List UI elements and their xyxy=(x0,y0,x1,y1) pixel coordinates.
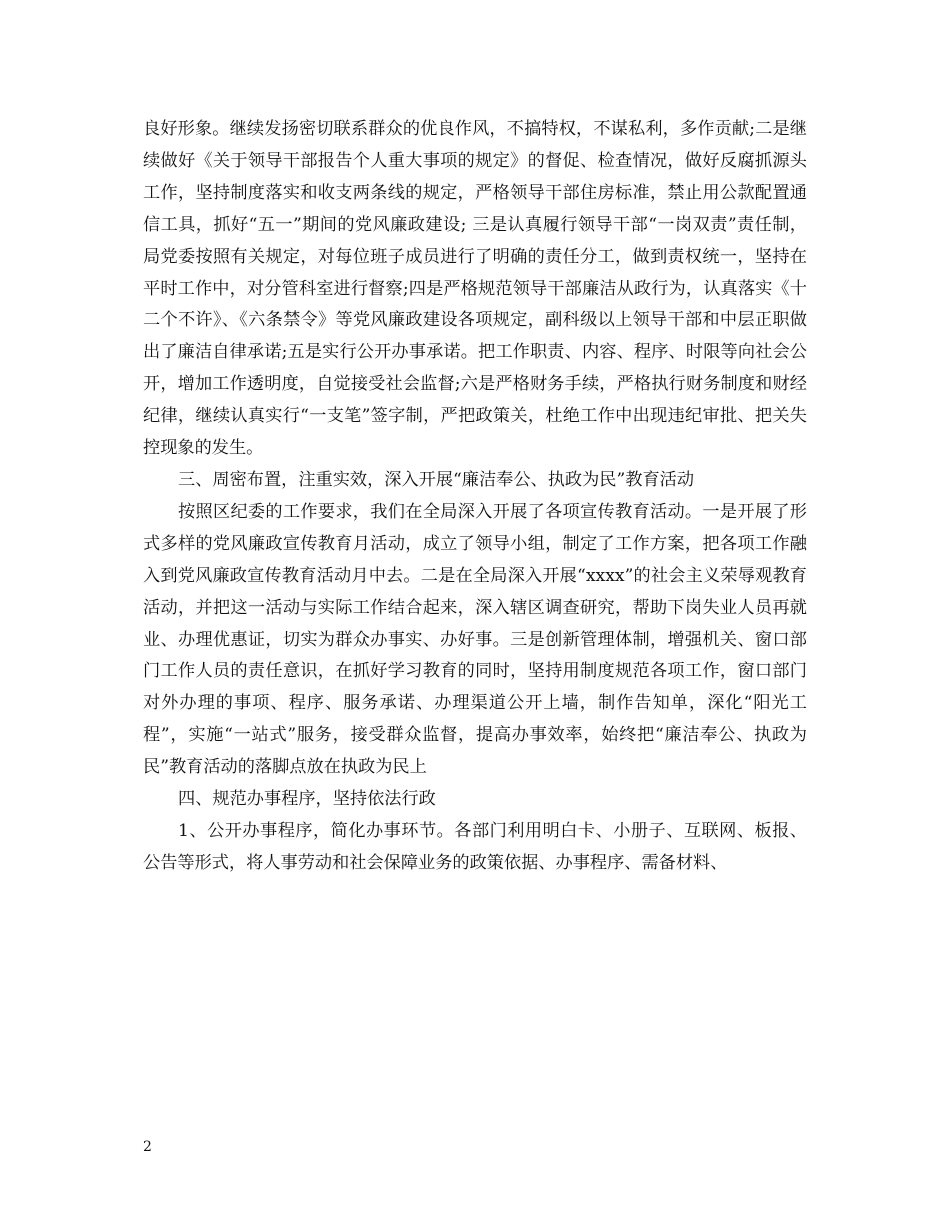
document-body xyxy=(143,114,807,880)
section-heading-3: 三、周密布置，注重实效，深入开展“廉洁奉公、执政为民”教育活动 xyxy=(178,469,695,490)
page-number: 2 xyxy=(143,1139,152,1155)
paragraph-continued: 良好形象。继续发扬密切联系群众的优良作风，不搞特权，不谋私利，多作贡献;二是继续做好《关于领导干部报告个人重大事项的规定》的督促、检查情况，做好反腐抓源头工作，坚持制度落实和收支两条线的规定，严格领导干部住房标准，禁止用公款配置通信工具，抓好“五一”期间的党风廉政建设; 三是认真履行领导干部“一岗双责”责任制，局党委按照有关规定，对每位班子成员进行了明确的责任分工，做到责权统一，坚持在平时工作中，对分管科室进行督察;四是严格规范领导干部廉洁从政行为，认真落实《十二个不许》、《六条禁令》等党风廉政建设各项规定，副科级以上领导干部和中层正职做出了廉洁自律承诺;五是实行公开办事承诺。把工作职责、内容、程序、时限等向社会公开，增加工作透明度，自觉接受社会监督;六是严格财务手续，严格执行财务制度和财经纪律，继续认真实行“一支笔”签字制，严把政策关，杜绝工作中出现违纪审批、把关失控现象的发生。 xyxy=(143,119,807,459)
paragraph-open-procedures: 1、公开办事程序，简化办事环节。各部门利用明白卡、小册子、互联网、板报、公告等形式，将人事劳动和社会保障业务的政策依据、办事程序、需备材料、 xyxy=(143,820,807,873)
paragraph-education-activities: 按照区纪委的工作要求，我们在全局深入开展了各项宣传教育活动。一是开展了形式多样的党风廉政宣传教育月活动，成立了领导小组，制定了工作方案，把各项工作融入到党风廉政宣传教育活动月中去。二是在全局深入开展“xxxx”的社会主义荣辱观教育活动，并把这一活动与实际工作结合起来，深入辖区调查研究，帮助下岗失业人员再就业、办理优惠证，切实为群众办事实、办好事。三是创新管理体制，增强机关、窗口部门工作人员的责任意识，在抓好学习教育的同时，坚持用制度规范各项工作，窗口部门对外办理的事项、程序、服务承诺、办理渠道公开上墙，制作告知单，深化“阳光工程”，实施“一站式”服务，接受群众监督，提高办事效率，始终把“廉洁奉公、执政为民”教育活动的落脚点放在执政为民上 xyxy=(143,501,807,778)
section-heading-4: 四、规范办事程序，坚持依法行政 xyxy=(178,789,436,810)
